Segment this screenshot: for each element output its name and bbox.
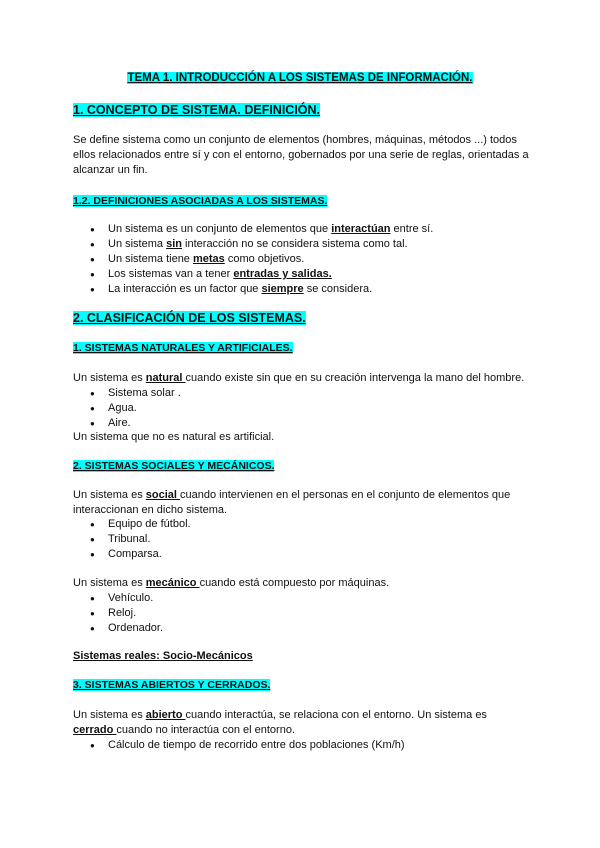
list-item: ● Tribunal.	[90, 532, 520, 547]
section-1-2-heading: 1.2. DEFINICIONES ASOCIADAS A LOS SISTEMAS.	[73, 195, 328, 207]
open-closed-examples-list	[90, 738, 520, 753]
list-item: ● Vehículo.	[90, 591, 520, 606]
document-title: TEMA 1. INTRODUCCIÓN A LOS SISTEMAS DE INFORMACIÓN.	[127, 72, 473, 84]
artificial-paragraph: Un sistema que no es natural es artificial.	[73, 431, 275, 443]
list-item: ● Aire.	[90, 416, 520, 431]
list-item: ● Un sistema tiene metas como objetivos.	[90, 252, 520, 267]
section-2-heading: 2. CLASIFICACIÓN DE LOS SISTEMAS.	[73, 311, 306, 325]
section-3-heading: 3. SISTEMAS ABIERTOS Y CERRADOS.	[73, 679, 271, 691]
list-item: ● Sistema solar .	[90, 386, 520, 401]
list-item: ● Agua.	[90, 401, 520, 416]
real-systems-label: Sistemas reales: Socio-Mecánicos	[73, 650, 253, 662]
subsection-social-heading: 2. SISTEMAS SOCIALES Y MECÁNICOS.	[73, 460, 275, 472]
mechanical-examples-list	[90, 591, 520, 636]
open-closed-paragraph: Un sistema es abierto cuando interactúa, se relaciona con el entorno. Un sistema es cerrado cuando no interactúa con el entorno.	[73, 709, 487, 736]
social-examples-list	[90, 517, 520, 562]
section-1-heading: 1. CONCEPTO DE SISTEMA. DEFINICIÓN.	[73, 103, 321, 117]
list-item: ● La interacción es un factor que siempre se considera.	[90, 282, 520, 297]
list-item: ● Ordenador.	[90, 621, 520, 636]
natural-paragraph: Un sistema es natural cuando existe sin que en su creación intervenga la mano del hombre.	[73, 372, 525, 384]
list-item: ● Cálculo de tiempo de recorrido entre dos poblaciones (Km/h)	[90, 738, 520, 753]
list-item: ● Un sistema es un conjunto de elementos que interactúan entre sí.	[90, 222, 520, 237]
list-item: ● Los sistemas van a tener entradas y salidas.	[90, 267, 520, 282]
subsection-natural-heading: 1. SISTEMAS NATURALES Y ARTIFICIALES.	[73, 342, 293, 354]
list-item: ● Un sistema sin interacción no se considera sistema como tal.	[90, 237, 520, 252]
mechanical-paragraph: Un sistema es mecánico cuando está compuesto por máquinas.	[73, 577, 390, 589]
list-item: ● Comparsa.	[90, 547, 520, 562]
social-paragraph: Un sistema es social cuando intervienen en el personas en el conjunto de elementos que interaccionan en dicho sistema.	[73, 489, 511, 516]
list-item: ● Equipo de fútbol.	[90, 517, 520, 532]
definitions-list	[90, 222, 520, 297]
section-1-paragraph: Se define sistema como un conjunto de elementos (hombres, máquinas, métodos ...) todos ellos relacionados entre sí y con el entorno, gobernados por una serie de reglas, orientadas a alcanzar un fin.	[73, 134, 529, 176]
list-item: ● Reloj.	[90, 606, 520, 621]
natural-examples-list	[90, 386, 520, 431]
